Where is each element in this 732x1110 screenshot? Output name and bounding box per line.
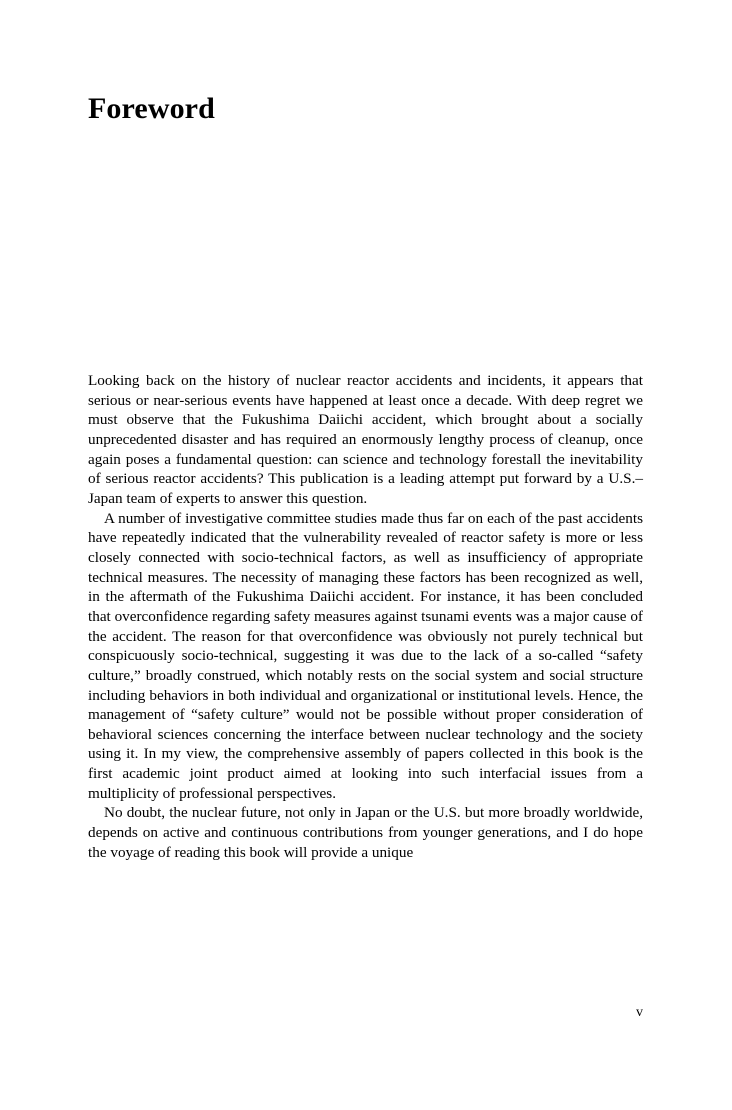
- paragraph: A number of investigative committee studies made thus far on each of the past accidents have repeatedly indicated that the vulnerability revealed of reactor safety is more or less closely connected with socio-technical factors, as well as insufficiency of appropriate technical measures. The necessity of managing these factors has been recognized as well, in the aftermath of the Fukushima Daiichi accident. For instance, it has been concluded that overconfidence regarding safety measures against tsunami events was a major cause of the accident. The reason for that overconfidence was obviously not purely technical but conspicuously socio-technical, suggesting it was due to the lack of a so-called “safety culture,” broadly construed, which notably rests on the social system and social structure including behaviors in both individual and organizational or institutional levels. Hence, the management of “safety culture” would not be possible without proper consideration of behavioral sciences concerning the interface between nuclear technology and the society using it. In my view, the comprehensive assembly of papers collected in this book is the first academic joint product aimed at looking into such interfacial issues from a multiplicity of professional perspectives.: [88, 509, 643, 802]
- paragraph: Looking back on the history of nuclear reactor accidents and incidents, it appears that serious or near-serious events have happened at least once a decade. With deep regret we must observe that the Fukushima Daiichi accident, which brought about a socially unprecedented disaster and has required an enormously lengthy process of cleanup, once again poses a fundamental question: can science and technology forestall the inevitability of serious reactor accidents? This publication is a leading attempt put forward by a U.S.–Japan team of experts to answer this question.: [88, 372, 643, 507]
- body-text-block: [88, 371, 643, 862]
- paragraph: No doubt, the nuclear future, not only in Japan or the U.S. but more broadly worldwide, depends on active and continuous contributions from younger generations, and I do hope the voyage of reading this book will provide a unique: [88, 804, 643, 861]
- page-title: Foreword: [88, 92, 215, 125]
- page-number: v: [636, 1005, 643, 1020]
